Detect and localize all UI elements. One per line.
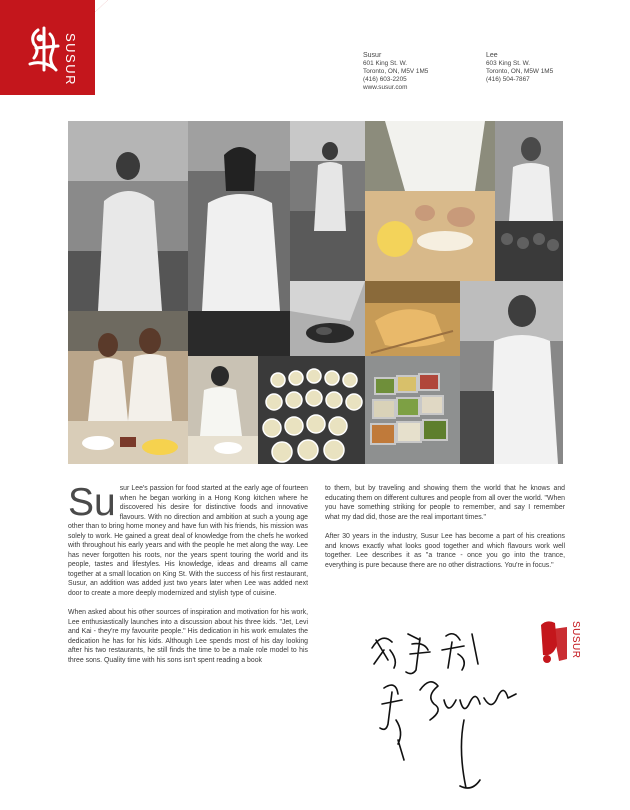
phone-number: (416) 603-2205	[363, 76, 407, 83]
restaurant-name: Susur	[363, 52, 382, 59]
restaurant-name: Lee	[486, 52, 498, 59]
photo-chef-plating	[188, 356, 258, 464]
photo-plating-hands	[365, 121, 495, 281]
drop-cap: Su	[68, 481, 116, 524]
article-paragraph: After 30 years in the industry, Susur Lee has become a part of his creations and knows exactly what looks good together and which flavours work well together. Lee describes it as "a trance - once you go into the trance, everything is pure because there are no other distractions. You're in focus."	[325, 533, 565, 569]
article-paragraph: Su sur Lee's passion for food started at the early age of fourteen when he began working in a Hong Kong kitchen where he discovered his desire for distinctive foods and innovative flavours. With no direction and ambition at such a young age other than to bring home money and have fun with his friends, his mission was solely to work. He gained a great deal of knowledge from the chefs he worked with throughout his early years and with the people he met along the way. Lee has never forgotten his roots, nor the years spent touring the world and its people, tastes and lifestyles. His knowledge, ideas and dreams all came together at a small location on King St. With the success of his first restaurant, Susur, an addition was added just two years later when Lee was added next door to create a more deeply modernized and stylish type of cuisine.	[68, 481, 308, 597]
website-link[interactable]: www.susur.com	[363, 84, 408, 91]
article-paragraph: to them, but by traveling and showing them the world that he knows and educating them on different cultures and people from all over the world. "When you have something striking for people to remember, and say I remember what my dad did, those are the real important times."	[325, 485, 565, 521]
red-seal-stamp	[537, 615, 589, 667]
article-column-right	[325, 484, 565, 580]
brand-logo-text: SUSUR	[63, 33, 78, 87]
photo-kitchen-staff	[290, 121, 365, 281]
photo-chef-portrait	[188, 121, 290, 311]
article-paragraph: When asked about his other sources of inspiration and motivation for his work, Lee enthusiastically launches into a discussion about his three kids. "Jet, Levi and Kai - they're my favourite people." His dedication in his work emulates the dedication he has for his kids. Although Lee spends most of his day looking after his two restaurants, he still finds the time to be a male role model to his three sons. Quality time with his sons isn't spent reading a book	[68, 609, 308, 664]
address-city: Toronto, ON, M5V 1M5	[363, 68, 429, 75]
photo-truffle-shaving	[290, 281, 365, 356]
address-city: Toronto, ON, M5W 1M5	[486, 68, 554, 75]
photo-collage	[68, 121, 563, 464]
brand-logo-corner	[0, 0, 108, 95]
address-block-susur	[363, 52, 428, 92]
seal-character-icon	[541, 621, 567, 663]
photo-bread-board	[365, 281, 460, 356]
address-block-lee	[486, 52, 553, 84]
photo-chef-right	[495, 121, 563, 281]
article-column-left	[68, 481, 308, 675]
photo-chef-lower-right	[460, 281, 563, 464]
photo-bowls-tray	[258, 356, 365, 464]
photo-chef-kitchen	[68, 121, 188, 311]
chef-signature	[368, 620, 558, 795]
address-line: 603 King St. W.	[486, 60, 531, 67]
photo-two-chefs	[68, 311, 188, 464]
photo-ingredient-trays	[365, 356, 460, 464]
stamp-text: SUSUR	[570, 621, 581, 659]
phone-number: (416) 504-7867	[486, 76, 530, 83]
address-line: 601 King St. W.	[363, 60, 408, 67]
